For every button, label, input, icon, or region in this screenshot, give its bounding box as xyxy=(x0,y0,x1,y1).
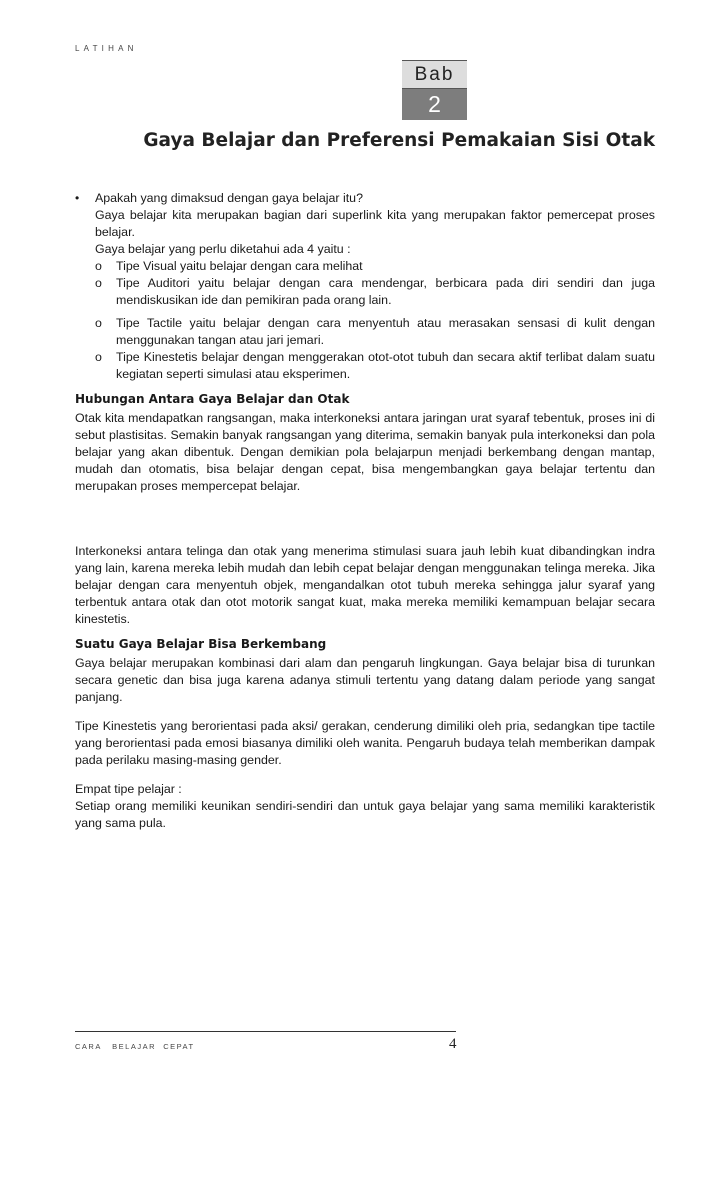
paragraph-keunikan: Setiap orang memiliki keunikan sendiri-sendiri dan untuk gaya belajar yang sama memiliki karakteristik yang sama pula. xyxy=(75,799,655,830)
footer-title: CARA BELAJAR CEPAT xyxy=(75,1042,195,1051)
intro-question: Apakah yang dimaksud dengan gaya belajar itu? xyxy=(95,191,363,205)
type-auditori: Tipe Auditori yaitu belajar dengan cara mendengar, berbicara pada diri sendiri dan juga mendiskusikan ide dan pemikiran pada orang lain. xyxy=(116,276,655,307)
type-visual: Tipe Visual yaitu belajar dengan cara melihat xyxy=(116,259,363,273)
intro-body xyxy=(95,190,655,383)
types-intro: Gaya belajar yang perlu diketahui ada 4 yaitu : xyxy=(95,242,351,256)
sub-marker: o xyxy=(95,316,102,330)
paragraph-kinestetis: Tipe Kinestetis yang berorientasi pada aksi/ gerakan, cenderung dimiliki oleh pria, sedangkan tipe tactile yang berorientasi pada emosi biasanya dimiliki oleh wanita. Pengaruh budaya telah memberikan dampak pada perilaku masing-masing gender. xyxy=(75,719,655,767)
footer-divider xyxy=(75,1031,456,1032)
sub-marker: o xyxy=(95,350,102,364)
chapter-number: 2 xyxy=(402,89,467,120)
paragraph-kombinasi: Gaya belajar merupakan kombinasi dari alam dan pengaruh lingkungan. Gaya belajar bisa di turunkan secara genetic dan bisa juga karena adanya stimuli tertentu yang datang dalam periode yang sangat panjang. xyxy=(75,656,655,704)
type-tactile: Tipe Tactile yaitu belajar dengan cara menyentuh atau merasakan sensasi di kulit dengan menggunakan tangan atau jari jemari. xyxy=(116,316,655,347)
running-head: LATIHAN xyxy=(75,44,138,53)
list-item xyxy=(95,349,655,383)
sub-marker: o xyxy=(95,259,102,273)
intro-definition: Gaya belajar kita merupakan bagian dari superlink kita yang merupakan faktor pemercepat proses belajar. xyxy=(95,208,655,239)
list-item xyxy=(95,315,655,349)
bullet-mark: • xyxy=(75,191,80,205)
chapter-label: Bab xyxy=(402,60,467,89)
paragraph-plastisitas: Otak kita mendapatkan rangsangan, maka interkoneksi antara jaringan urat syaraf tebentuk, proses ini di sebut plastisitas. Semakin banyak rangsangan yang diterima, semakin banyak pula interkoneksi dan pola belajar yang akan dibentuk. Dengan demikian pola belajarpun menjadi berkembang dengan mantap, mudah dan otomatis, bisa belajar dengan cepat, bisa mengembangkan gaya belajar tertentu dan merupakan proses mempercepat belajar. xyxy=(75,411,655,493)
sub-marker: o xyxy=(95,276,102,290)
intro-bullet xyxy=(75,190,655,383)
page-title: Gaya Belajar dan Preferensi Pemakaian Sisi Otak xyxy=(143,130,655,151)
paragraph-interkoneksi: Interkoneksi antara telinga dan otak yang menerima stimulasi suara jauh lebih kuat dibandingkan indra yang lain, karena mereka lebih mudah dan lebih cepat belajar dengan menggunakan telinga mereka. Jika belajar dengan cara menyentuh objek, mengandalkan otot tubuh mereka sehingga jalur syaraf yang terbentuk antara otak dan otot motorik sangat kuat, maka mereka memiliki kemampuan belajar secara kinestetis. xyxy=(75,544,655,626)
type-kinestetis: Tipe Kinestetis belajar dengan menggerakan otot-otot tubuh dan secara aktif terlibat dalam suatu kegiatan seperti simulasi atau eksperimen. xyxy=(116,350,655,381)
list-item xyxy=(95,258,655,275)
section-heading-berkembang: Suatu Gaya Belajar Bisa Berkembang xyxy=(75,637,327,651)
list-item xyxy=(95,275,655,309)
page-number: 4 xyxy=(449,1036,457,1052)
section-heading-otak: Hubungan Antara Gaya Belajar dan Otak xyxy=(75,392,350,406)
paragraph-empat-tipe-label: Empat tipe pelajar : xyxy=(75,782,182,796)
main-content xyxy=(75,190,655,832)
